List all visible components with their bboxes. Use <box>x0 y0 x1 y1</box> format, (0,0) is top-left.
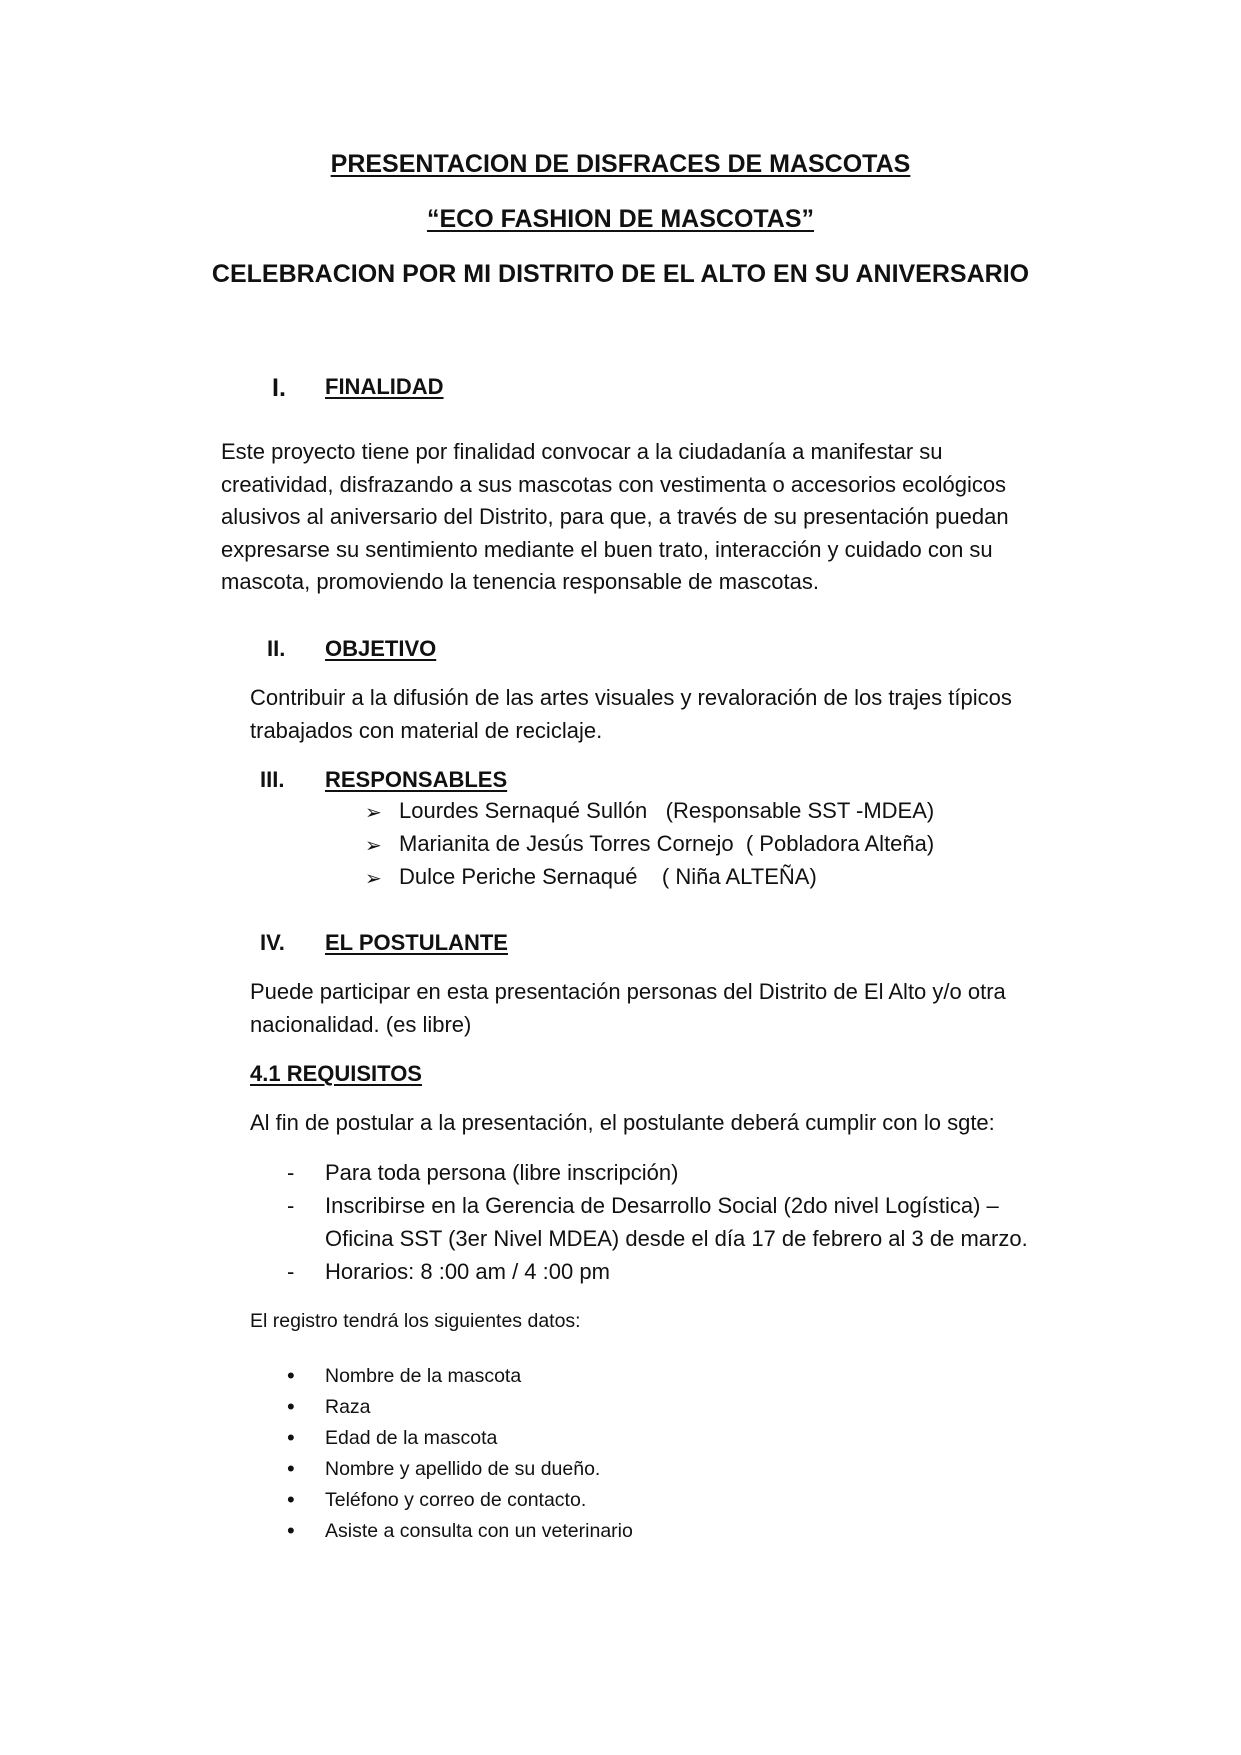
paragraph-line: trabajados con material de reciclaje. <box>250 717 603 743</box>
requisito-item: Horarios: 8 :00 am / 4 :00 pm <box>325 1259 610 1284</box>
requisitos-intro: Al fin de postular a la presentación, el postulante deberá cumplir con lo sgte: <box>250 1110 995 1135</box>
bullet-icon: • <box>287 1487 295 1512</box>
arrow-bullet-icon: ➢ <box>365 802 382 824</box>
section-numeral-objetivo: II. <box>267 636 286 661</box>
paragraph-line: nacionalidad. (es libre) <box>250 1011 472 1037</box>
bullet-icon: • <box>287 1456 295 1481</box>
dato-item: Nombre y apellido de su dueño. <box>325 1458 601 1480</box>
bullet-icon: • <box>287 1425 295 1450</box>
requisito-item: Inscribirse en la Gerencia de Desarrollo Social (2do nivel Logística) – <box>325 1193 999 1218</box>
requisitos-heading: 4.1 REQUISITOS <box>250 1061 422 1086</box>
paragraph-line: alusivos al aniversario del Distrito, para que, a través de su presentación puedan <box>221 504 1009 529</box>
section-numeral-responsables: III. <box>260 767 285 792</box>
dato-item: Raza <box>325 1396 371 1418</box>
arrow-bullet-icon: ➢ <box>365 868 382 890</box>
bullet-icon: • <box>287 1394 295 1419</box>
dato-item: Teléfono y correo de contacto. <box>325 1489 587 1511</box>
paragraph-line: Este proyecto tiene por finalidad convocar a la ciudadanía a manifestar su <box>221 439 943 464</box>
dato-item: Asiste a consulta con un veterinario <box>325 1520 633 1542</box>
section-heading-responsables: RESPONSABLES <box>325 767 508 792</box>
section-numeral-finalidad: I. <box>272 374 286 402</box>
arrow-bullet-icon: ➢ <box>365 835 382 857</box>
section-heading-postulante: EL POSTULANTE <box>325 930 508 955</box>
dato-item: Edad de la mascota <box>325 1427 498 1449</box>
dato-item: Nombre de la mascota <box>325 1365 522 1387</box>
postulante-paragraph <box>250 976 1059 1041</box>
finalidad-paragraph <box>221 436 1059 599</box>
paragraph-line: expresarse su sentimiento mediante el buen trato, interacción y cuidado con su <box>221 536 993 562</box>
dash-bullet: - <box>287 1259 295 1284</box>
paragraph-line: Contribuir a la difusión de las artes visuales y revaloración de los trajes típicos <box>250 685 1012 710</box>
paragraph-line: creatividad, disfrazando a sus mascotas con vestimenta o accesorios ecológicos <box>221 471 1007 497</box>
section-numeral-postulante: IV. <box>260 930 285 955</box>
bullet-icon: • <box>287 1518 295 1543</box>
paragraph-line: Puede participar en esta presentación personas del Distrito de El Alto y/o otra <box>250 979 1006 1004</box>
requisito-item: Para toda persona (libre inscripción) <box>325 1160 679 1185</box>
bullet-icon: • <box>287 1363 295 1388</box>
dash-bullet: - <box>287 1193 295 1218</box>
responsable-item: Dulce Periche Sernaqué ( Niña ALTEÑA) <box>399 864 817 889</box>
section-heading-objetivo: OBJETIVO <box>325 636 437 661</box>
celebration-subtitle: CELEBRACION POR MI DISTRITO DE EL ALTO EN SU ANIVERSARIO <box>211 260 1030 288</box>
responsable-item: Marianita de Jesús Torres Cornejo ( Pobladora Alteña) <box>399 831 935 856</box>
event-name-title: “ECO FASHION DE MASCOTAS” <box>426 205 815 233</box>
document-title: PRESENTACION DE DISFRACES DE MASCOTAS <box>330 150 911 178</box>
paragraph-line: mascota, promoviendo la tenencia responsable de mascotas. <box>221 569 820 594</box>
registro-intro: El registro tendrá los siguientes datos: <box>250 1310 581 1332</box>
objetivo-paragraph <box>250 682 1059 747</box>
requisito-item-continuation: Oficina SST (3er Nivel MDEA) desde el día 17 de febrero al 3 de marzo. <box>325 1226 1028 1251</box>
responsable-item: Lourdes Sernaqué Sullón (Responsable SST -MDEA) <box>399 798 935 823</box>
section-heading-finalidad: FINALIDAD <box>325 374 444 399</box>
dash-bullet: - <box>287 1160 295 1185</box>
